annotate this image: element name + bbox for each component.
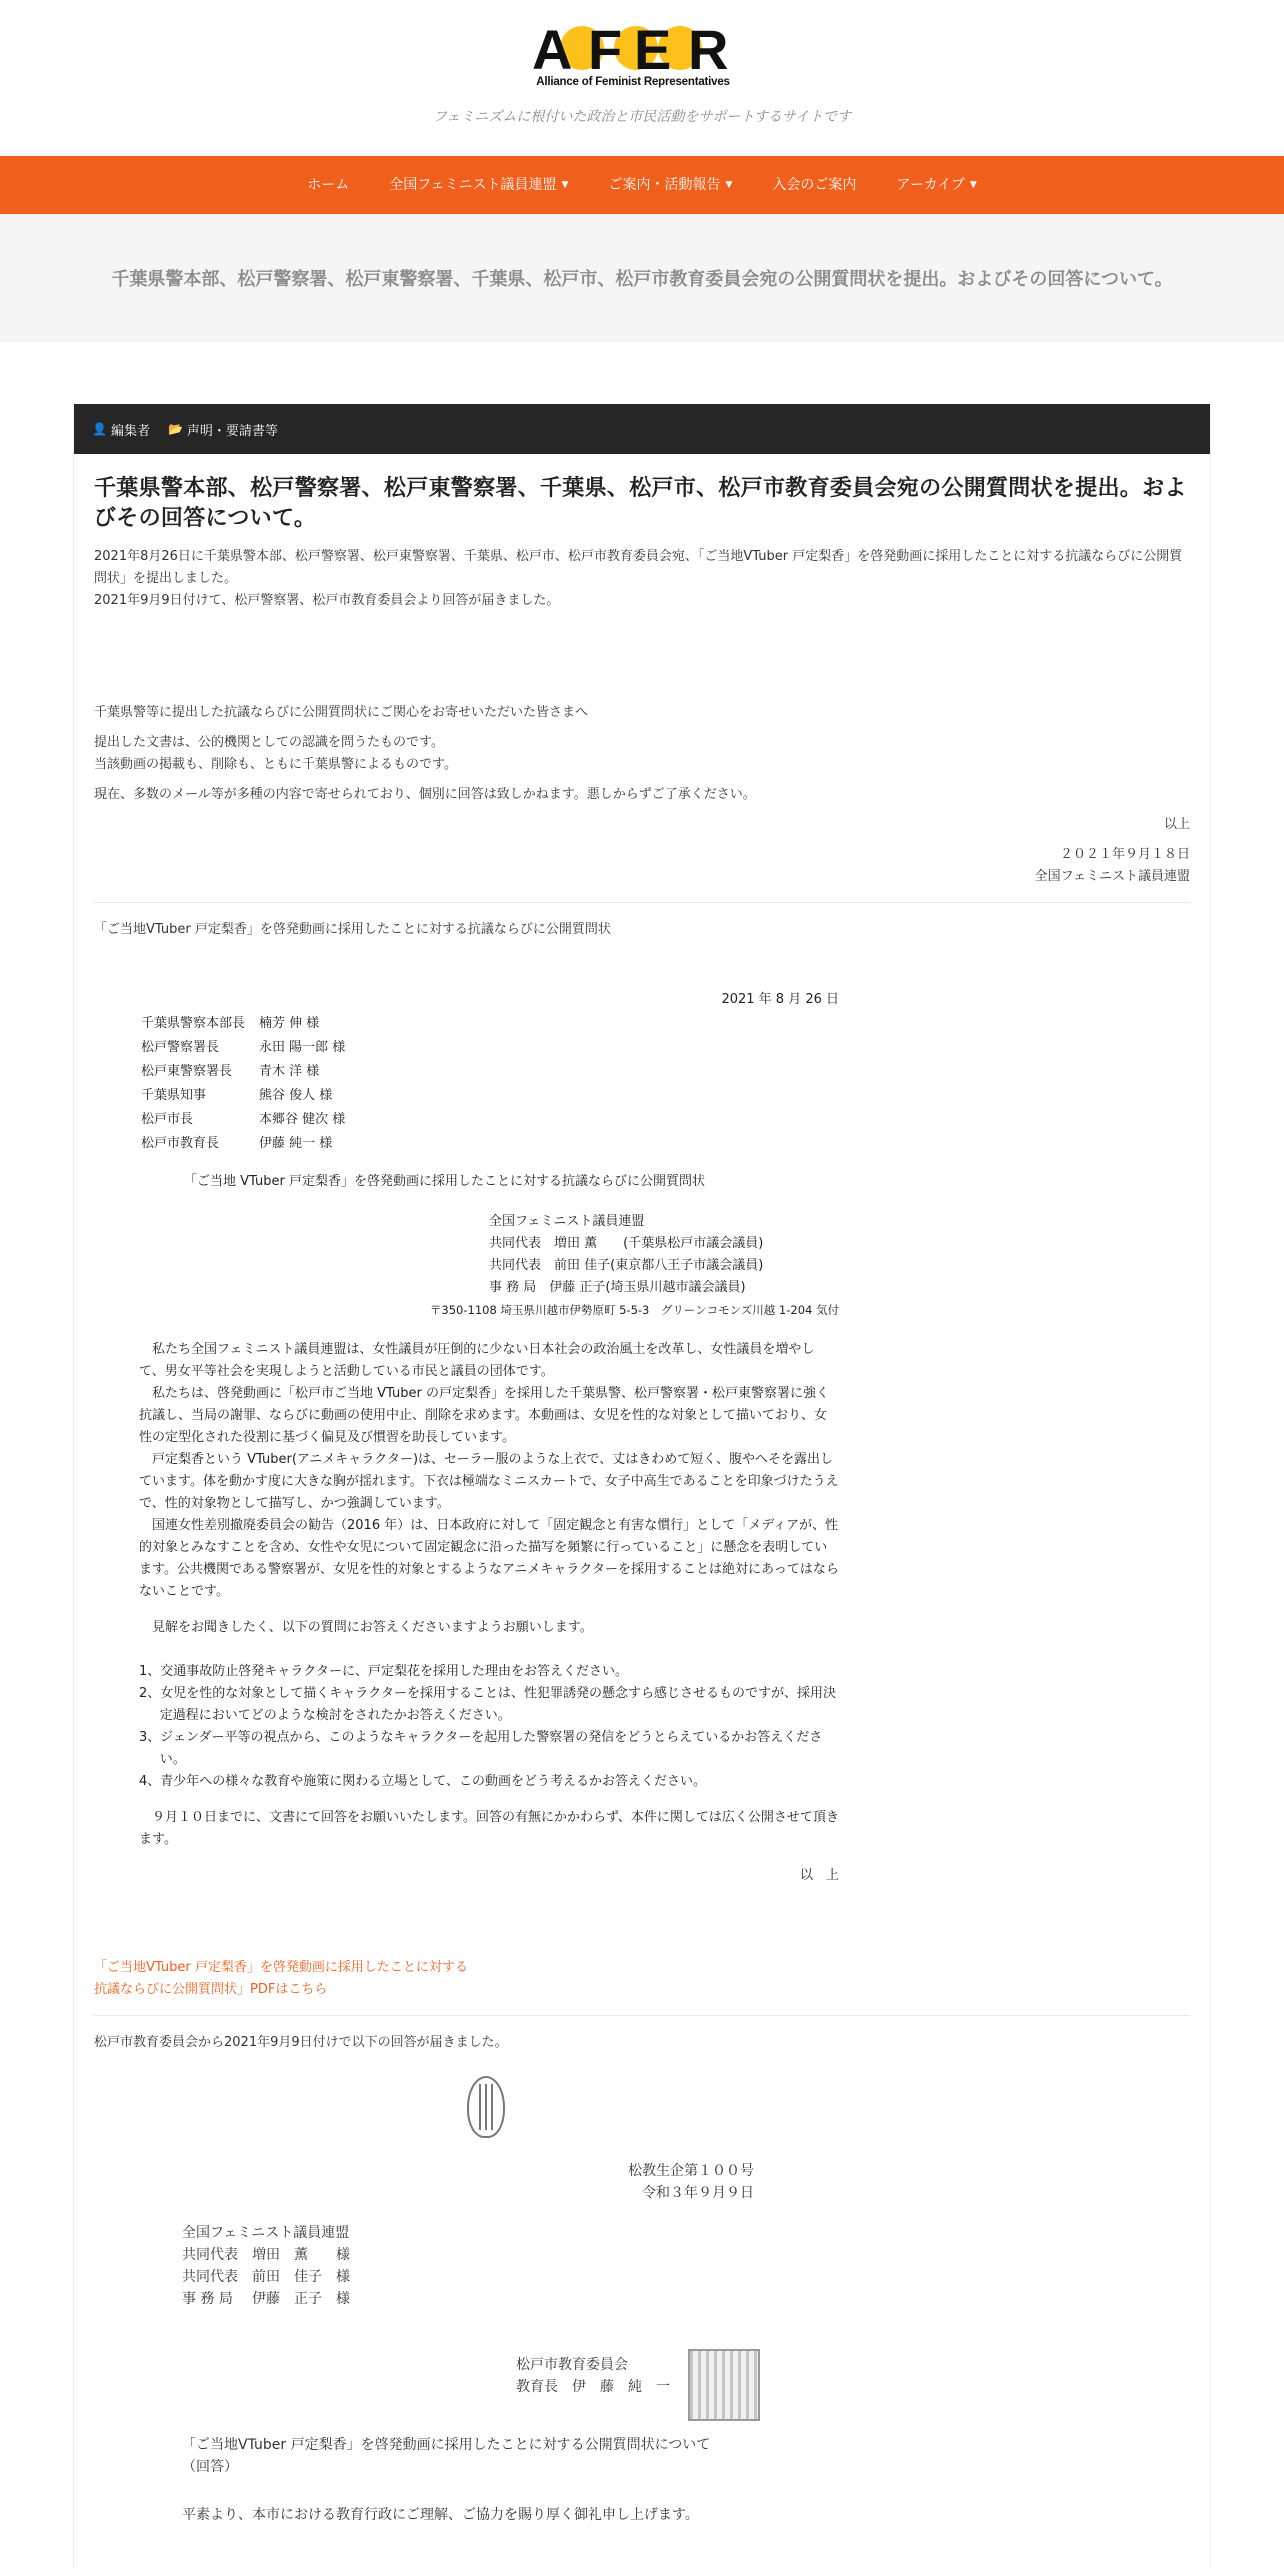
nav-item-federation[interactable] [369, 156, 588, 214]
reply-to-org: 全国フェミニスト議員連盟 [182, 2225, 350, 2241]
body-paragraph: 私たち全国フェミニスト議員連盟は、女性議員が圧倒的に少ない日本社会の政治風土を改革し、女性議員を増やして、男女平等社会を実現しようと活動している市民と議員の団体です。 [139, 1342, 815, 1379]
user-icon: 👤 [92, 422, 107, 436]
post-category-label: 声明・要請書等 [186, 423, 278, 439]
sender-org: 全国フェミニスト議員連盟 [489, 1214, 645, 1229]
main-nav [0, 156, 1284, 214]
recipient-row [141, 1037, 357, 1059]
reply-subject-line: 「ご当地VTuber 戸定梨香」を啓発動画に採用したことに対する公開質問状について [182, 2437, 711, 2453]
sender-address: 〒350-1108 埼玉県川越市伊勢原町 5-5-3 グリーンコモンズ川越 1-204 気付 [429, 1303, 839, 1317]
notice-closing: 以上 [1163, 817, 1190, 832]
caret-down-icon: ▼ [969, 180, 977, 190]
notice-text: 提出した文書は、公的機関としての認識を問うたものです。 [94, 735, 444, 750]
logo-letter: A [532, 18, 573, 81]
notice-date: ２０２１年９月１８日 [1059, 847, 1190, 862]
recipient-role: 松戸市教育長 [141, 1136, 220, 1151]
reply-intro: 松戸市教育委員会から2021年9月9日付けで以下の回答が届きました。 [94, 2035, 508, 2050]
article-title: 千葉県警本部、松戸警察署、松戸東警察署、千葉県、松戸市、松戸市教育委員会宛の公開質問状を提出。およびその回答について。 [94, 476, 1187, 531]
pdf-link-line: 抗議ならびに公開質問状」PDFはこちら [94, 1982, 328, 1997]
site-logo[interactable] [530, 18, 736, 96]
post-author[interactable] [92, 420, 150, 439]
post-category[interactable] [168, 420, 278, 439]
reply-to-role: 共同代表 [182, 2269, 238, 2285]
sender-line: 事 務 局 伊藤 正子(埼玉県川越市議会議員) [489, 1280, 746, 1295]
question-item: 4、青少年への様々な教育や施策に関わる立場として、この動画をどう考えるかお答えください。 [139, 1774, 707, 1789]
sender-line: 共同代表 増田 薫 (千葉県松戸市議会議員) [489, 1236, 764, 1251]
reply-to-table [182, 2244, 364, 2310]
reply-to-row [182, 2266, 364, 2288]
sender-line: 共同代表 前田 佳子(東京都八王子市議会議員) [489, 1258, 764, 1273]
recipient-role: 千葉県警察本部長 [141, 1016, 246, 1031]
body-paragraph: 国連女性差別撤廃委員会の勧告（2016 年）は、日本政府に対して「固定観念と有害な慣行」として「メディアが、性的対象とみなすことを含め、女性や女児について固定観念に沿った描写を頻繁に行っていること」に懸念を表明しています。公共機関である警察署が、女児を性的対象とするようなアニメキャラクターを採用することは絶対にあってはならないことです。 [139, 1518, 839, 1599]
reply-subject-line: （回答） [182, 2459, 238, 2475]
reply-body: 平素より、本市における教育行政にご理解、ご協力を賜り厚く御礼申し上げます。 [182, 2507, 699, 2523]
site-header [0, 0, 1284, 156]
letter-title: 「ご当地 VTuber 戸定梨香」を啓発動画に採用したことに対する抗議ならびに公開質問状 [184, 1174, 705, 1189]
letter-body [139, 1339, 839, 1603]
question-item: 2、女児を性的な対象として描くキャラクターを採用することは、性犯罪誘発の懸念すら感じさせるものですが、採用決定過程においてどのような検討をされたかお答えください。 [139, 1686, 837, 1723]
divider [94, 902, 1190, 903]
reply-letter [94, 2054, 1190, 2554]
recipient-row [141, 1085, 357, 1107]
nav-item-label: 入会のご案内 [772, 177, 857, 193]
recipient-name: 青木 洋 様 [259, 1064, 320, 1079]
reply-from-org: 松戸市教育委員会 [516, 2357, 628, 2373]
logo-subtitle: Alliance of Feminist Representatives [536, 76, 730, 88]
nav-item-join[interactable] [752, 156, 876, 214]
folder-icon: 📂 [167, 422, 183, 436]
letter-recipients [139, 1011, 359, 1157]
nav-item-activities[interactable] [588, 156, 752, 214]
article-lead: 2021年9月9日付けて、松戸警察署、松戸市教育委員会より回答が届きました。 [94, 593, 560, 608]
recipient-name: 永田 陽一郎 様 [259, 1040, 346, 1055]
question-list [139, 1661, 839, 1793]
page-banner [0, 214, 1284, 342]
post-meta [74, 404, 1210, 454]
letter-request: 見解をお聞きしたく、以下の質問にお答えくださいますようお願いします。 [152, 1620, 593, 1635]
body-paragraph: 戸定梨香という VTuber(アニメキャラクター)は、セーラー服のような上衣で、丈はきわめて短く、腹やへそを露出しています。体を動かす度に大きな胸が揺れます。下衣は極端なミニスカートで、女子中高生であることを印象づけたうえで、性的対象物として描写し、かつ強調しています。 [139, 1452, 839, 1511]
recipient-name: 楠芳 伸 様 [259, 1016, 320, 1031]
reply-to-name: 前田 佳子 様 [252, 2269, 350, 2285]
body-paragraph: 私たちは、啓発動画に「松戸市ご当地 VTuber の戸定梨香」を採用した千葉県警、松戸警察署・松戸東警察署に強く抗議し、当局の謝罪、ならびに動画の使用中止、削除を求めます。本動画は、女児を性的な対象として描いており、女性の定型化された役割に基づく偏見及び慣習を助長しています。 [139, 1386, 829, 1445]
recipient-role: 松戸東警察署長 [141, 1064, 233, 1079]
reply-to-name: 伊藤 正子 様 [252, 2291, 350, 2307]
city-emblem-icon [467, 2076, 505, 2138]
recipient-role: 松戸警察署長 [141, 1040, 220, 1055]
nav-item-archive[interactable] [876, 156, 996, 214]
recipient-name: 伊藤 純一 様 [259, 1136, 333, 1151]
section-label: 「ご当地VTuber 戸定梨香」を啓発動画に採用したことに対する抗議ならびに公開質問状 [94, 922, 611, 937]
official-seal-icon [688, 2349, 760, 2421]
reply-to-role: 事 務 局 [182, 2291, 233, 2307]
letter-date: 2021 年 8 月 26 日 [721, 992, 839, 1007]
notice-text: 千葉県警等に提出した抗議ならびに公開質問状にご関心をお寄せいただいた皆さまへ [94, 705, 589, 720]
recipient-role: 千葉県知事 [141, 1088, 207, 1103]
caret-down-icon: ▼ [561, 180, 569, 190]
reply-from-name: 教育長 伊 藤 純 一 [516, 2379, 670, 2395]
nav-item-label: アーカイブ [896, 177, 965, 193]
protest-letter [139, 989, 839, 1887]
recipient-row [141, 1133, 357, 1155]
recipient-row [141, 1109, 357, 1131]
letter-end: 以 上 [799, 1868, 839, 1883]
nav-item-label: ホーム [307, 177, 350, 193]
question-item: 1、交通事故防止啓発キャラクターに、戸定梨花を採用した理由をお答えください。 [139, 1664, 629, 1679]
logo-letter: F [588, 18, 623, 81]
pdf-link[interactable] [94, 1957, 1190, 2001]
notice-text: 当該動画の掲載も、削除も、ともに千葉県警によるものです。 [94, 757, 457, 772]
recipient-name: 熊谷 俊人 様 [259, 1088, 333, 1103]
reply-sender [516, 2354, 670, 2398]
notice-block [94, 702, 1190, 888]
divider [94, 2015, 1190, 2016]
nav-item-label: ご案内・活動報告 [608, 177, 721, 193]
reply-to-role: 共同代表 [182, 2247, 238, 2263]
question-item: 3、ジェンダー平等の視点から、このようなキャラクターを起用した警察署の発信をどうとらえているかお答えください。 [139, 1730, 823, 1767]
recipient-role: 松戸市長 [141, 1112, 194, 1127]
reply-to-row [182, 2288, 364, 2310]
caret-down-icon: ▼ [725, 180, 733, 190]
logo-letters [530, 18, 736, 81]
reply-number: 松教生企第１００号 [628, 2163, 754, 2179]
nav-item-home[interactable] [287, 156, 369, 214]
post-author-label: 編集者 [110, 423, 150, 439]
notice-text: 現在、多数のメール等が多種の内容で寄せられており、個別に回答は致しかねます。悪しからずご了承ください。 [94, 787, 756, 802]
page-title: 千葉県警本部、松戸警察署、松戸東警察署、千葉県、松戸市、松戸市教育委員会宛の公開質問状を提出。およびその回答について。 [111, 269, 1173, 290]
reply-subject [182, 2434, 802, 2478]
reply-date: 令和３年９月９日 [642, 2185, 754, 2201]
reply-recipients [182, 2222, 364, 2310]
article-lead: 2021年8月26日に千葉県警本部、松戸警察署、松戸東警察署、千葉県、松戸市、松戸市教育委員会宛、「ご当地VTuber 戸定梨香」を啓発動画に採用したことに対する抗議ならびに公開質問状」を提出しました。 [94, 549, 1183, 586]
letter-deadline: ９月１０日までに、文書にて回答をお願いいたします。回答の有無にかかわらず、本件に関しては広く公開させて頂きます。 [139, 1810, 839, 1847]
article-content [74, 474, 1210, 2554]
reply-to-row [182, 2244, 364, 2266]
logo-letter: R [688, 18, 729, 81]
reply-to-name: 増田 薫 様 [252, 2247, 350, 2263]
nav-item-label: 全国フェミニスト議員連盟 [389, 177, 557, 193]
logo-letter: E [634, 18, 672, 81]
reply-number-block [594, 2160, 754, 2204]
pdf-link-line: 「ご当地VTuber 戸定梨香」を啓発動画に採用したことに対する [94, 1960, 468, 1975]
recipient-row [141, 1061, 357, 1083]
notice-org: 全国フェミニスト議員連盟 [1034, 869, 1190, 884]
site-tagline: フェミニズムに根付いた政治と市民活動をサポートするサイトです [433, 109, 851, 125]
recipient-row [141, 1013, 357, 1035]
recipient-name: 本郷谷 健次 様 [259, 1112, 346, 1127]
article [73, 404, 1211, 2568]
letter-sender [489, 1211, 839, 1299]
